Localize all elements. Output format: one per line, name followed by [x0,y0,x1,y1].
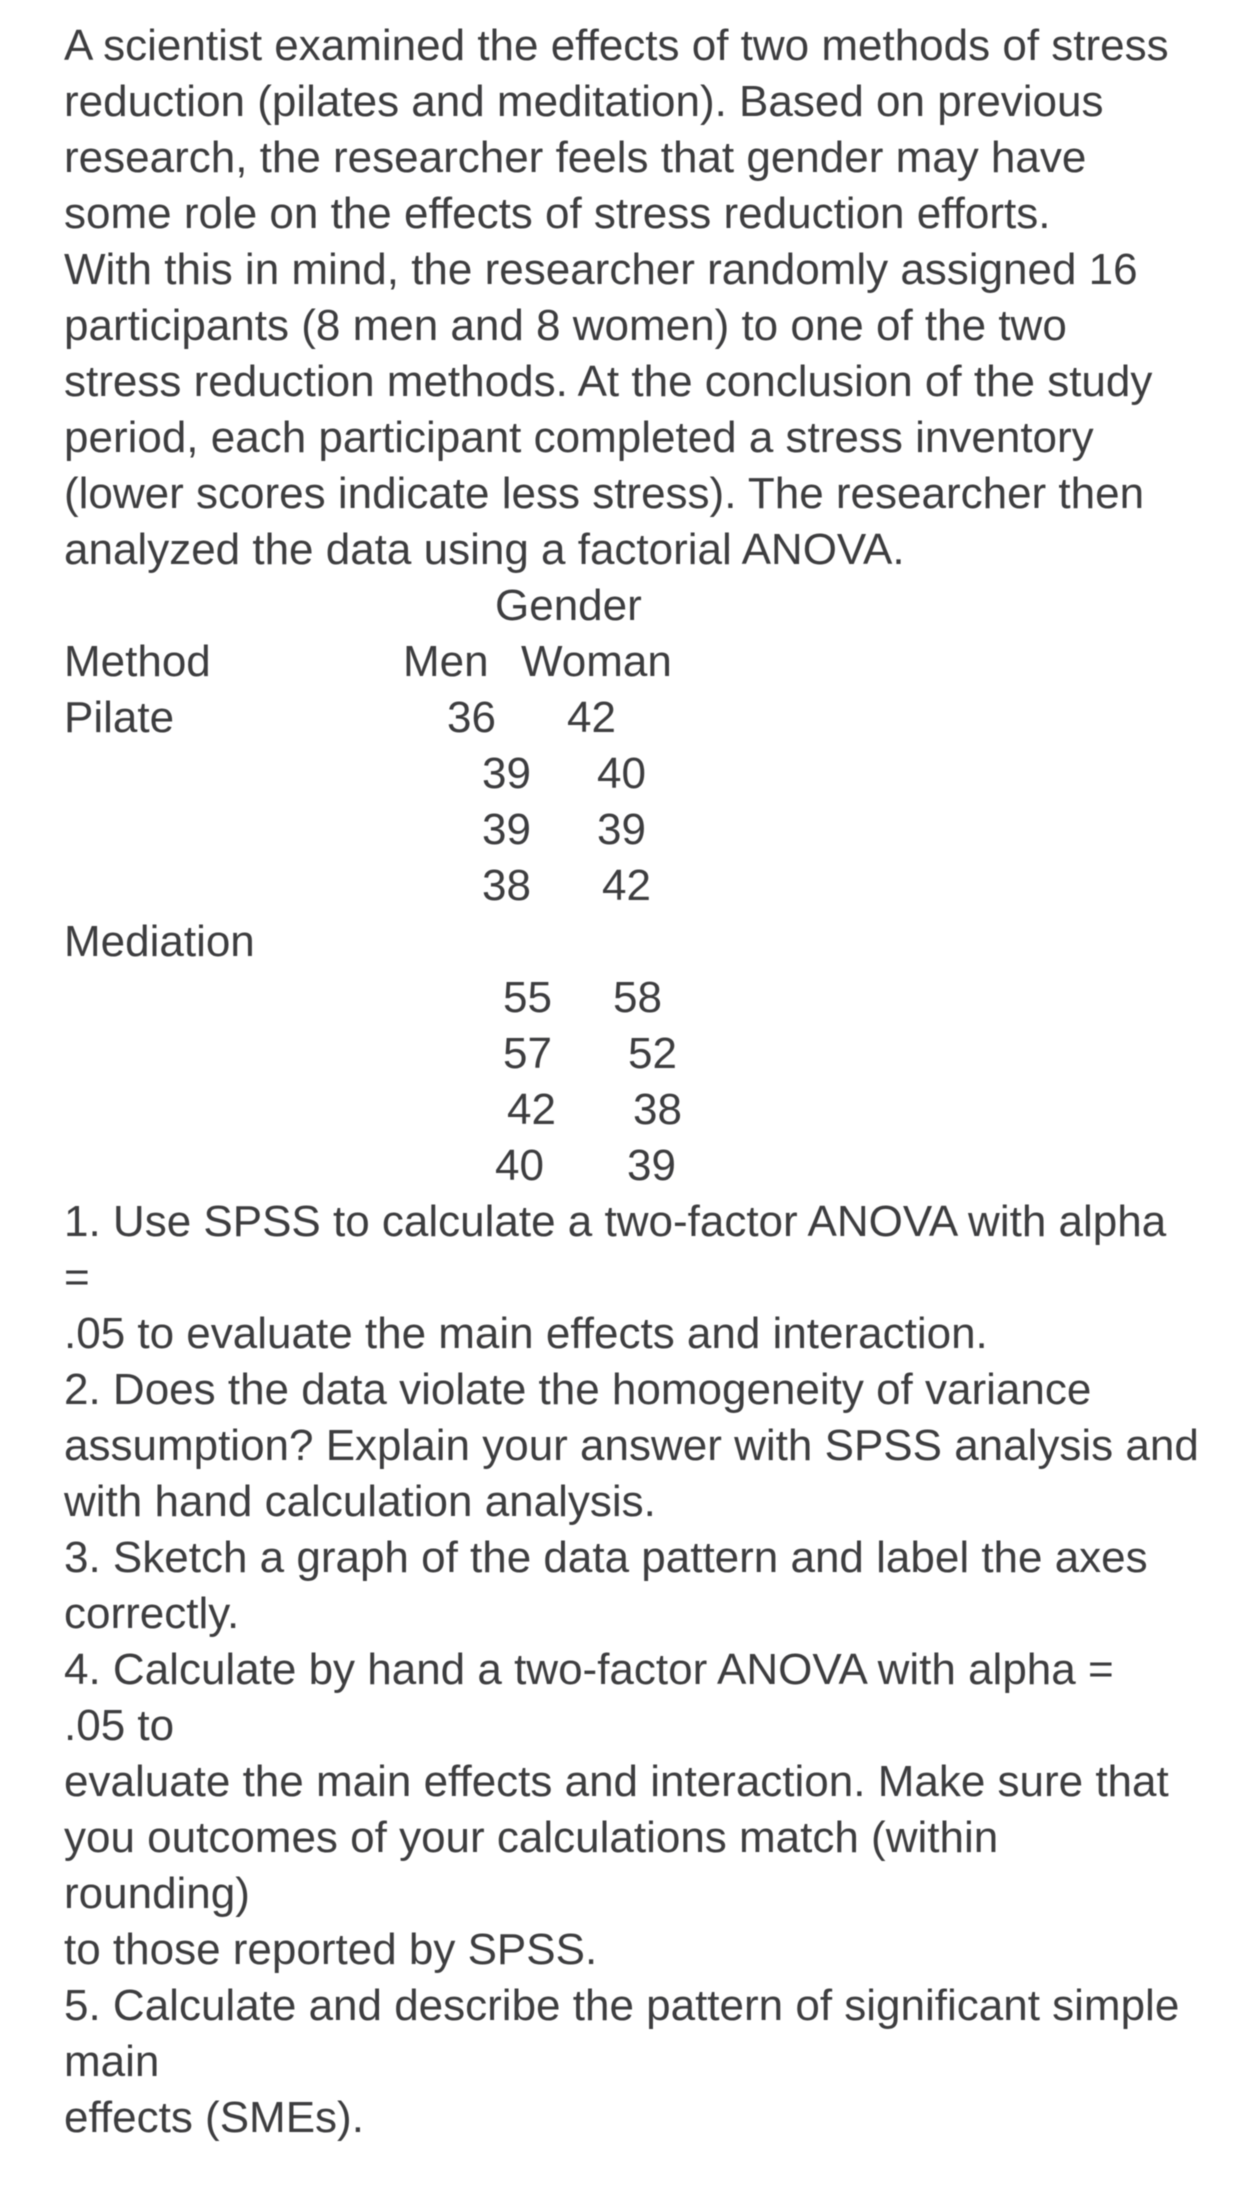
paragraph-line: analyzed the data using a factorial ANOVA. [64,525,905,574]
questions-list [64,1194,1202,2146]
question-line: main [64,2037,160,2086]
question-line: with hand calculation analysis. [64,1477,656,1526]
question-line: 1. Use SPSS to calculate a two-factor ANOVA with alpha [64,1197,1167,1246]
question-line: to those reported by SPSS. [64,1925,598,1974]
table-mediation-label-row [64,914,1202,970]
woman-header: Woman [521,637,672,686]
question-line: evaluate the main effects and interaction. Make sure that [64,1757,1169,1806]
table-row-mediation-2 [64,1026,1202,1082]
question-line: effects (SMEs). [64,2093,364,2142]
paragraph-line: A scientist examined the effects of two methods of stress [64,21,1169,70]
cell-woman: 42 [567,693,616,742]
question-line: 3. Sketch a graph of the data pattern and label the axes [64,1533,1148,1582]
gender-header: Gender [495,581,642,630]
cell-woman: 42 [602,861,651,910]
cell-men: 42 [507,1085,556,1134]
table-row-mediation-4 [64,1138,1202,1194]
table-row-pilate-3 [64,802,1202,858]
problem-paragraph [64,18,1202,578]
cell-men: 39 [482,749,531,798]
cell-men: 40 [495,1141,544,1190]
paragraph-line: (lower scores indicate less stress). The researcher then [64,469,1145,518]
cell-men: 57 [503,1029,552,1078]
table-row-pilate-2 [64,746,1202,802]
table-row-mediation-3 [64,1082,1202,1138]
question-line: 5. Calculate and describe the pattern of significant simple [64,1981,1180,2030]
question-line: assumption? Explain your answer with SPSS analysis and [64,1421,1199,1470]
table-column-header-row [64,634,1202,690]
men-header: Men [403,637,489,686]
paragraph-line: some role on the effects of stress reduction efforts. [64,189,1051,238]
question-line: = [64,1253,90,1302]
table-row-pilate-4 [64,858,1202,914]
cell-woman: 39 [627,1141,676,1190]
paragraph-line: research, the researcher feels that gender may have [64,133,1087,182]
data-table [64,578,1202,1194]
question-line: .05 to evaluate the main effects and interaction. [64,1309,988,1358]
question-line: rounding) [64,1869,250,1918]
cell-woman: 58 [613,973,662,1022]
paragraph-line: reduction (pilates and meditation). Based on previous [64,77,1104,126]
cell-men: 36 [447,693,496,742]
paragraph-line: stress reduction methods. At the conclusion of the study [64,357,1153,406]
cell-woman: 52 [628,1029,677,1078]
question-line: correctly. [64,1589,240,1638]
mediation-label: Mediation [64,917,255,966]
question-line: 4. Calculate by hand a two-factor ANOVA with alpha = [64,1645,1114,1694]
cell-woman: 39 [597,805,646,854]
table-row-mediation-1 [64,970,1202,1026]
question-line: you outcomes of your calculations match (within [64,1813,999,1862]
cell-woman: 38 [633,1085,682,1134]
method-header: Method [64,637,211,686]
question-line: 2. Does the data violate the homogeneity of variance [64,1365,1092,1414]
paragraph-line: With this in mind, the researcher randomly assigned 16 [64,245,1138,294]
cell-men: 38 [482,861,531,910]
paragraph-line: participants (8 men and 8 women) to one of the two [64,301,1067,350]
table-row-pilate-1 [64,690,1202,746]
cell-men: 39 [482,805,531,854]
question-line: .05 to [64,1701,175,1750]
paragraph-line: period, each participant completed a stress inventory [64,413,1094,462]
pilate-label: Pilate [64,693,175,742]
cell-woman: 40 [597,749,646,798]
table-gender-header-row [64,578,1202,634]
cell-men: 55 [503,973,552,1022]
